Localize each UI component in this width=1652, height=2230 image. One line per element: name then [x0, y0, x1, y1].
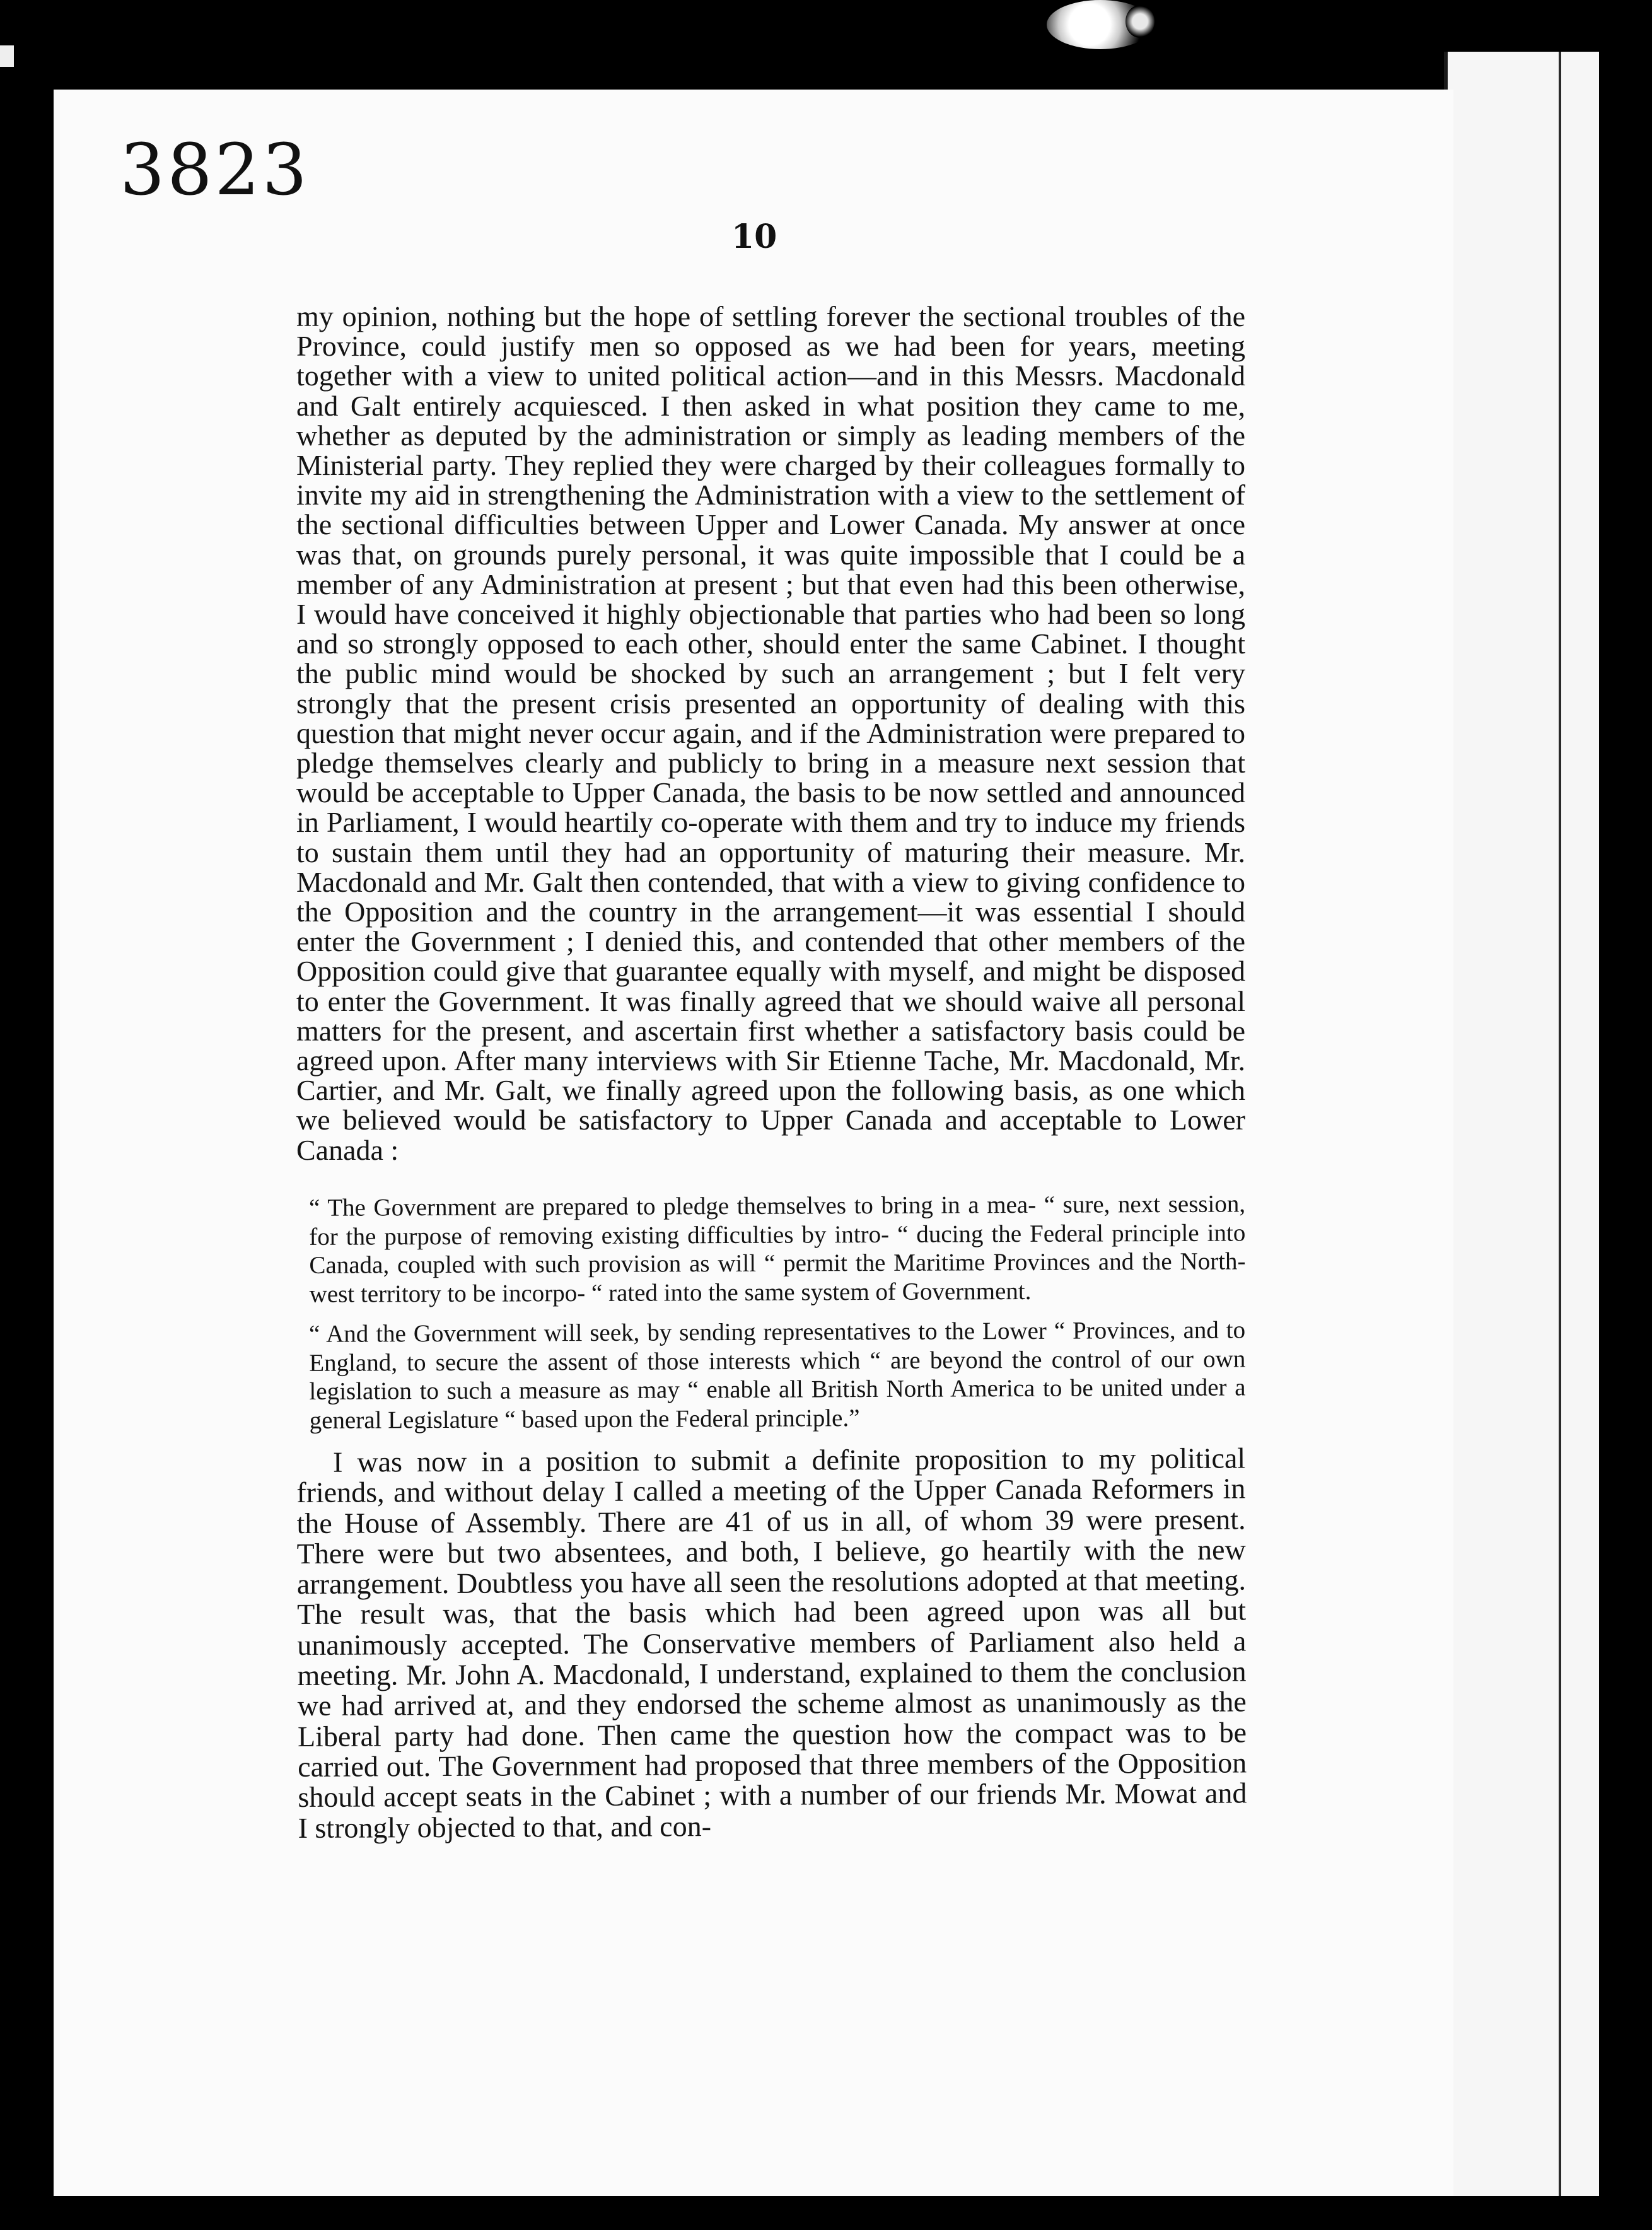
facing-page-edge: [1444, 52, 1599, 2196]
quote-government-pledge: “ The Government are prepared to pledge themselves to bring in a mea- “ sure, next session, for the purpose of removing existing difficulties by intro- “ ducing the Federal principle into Canada, coupled with such provision as will “ permit the Maritime Provinces and the North-west territory to be incorpo- “ rated into the same system of Government.: [309, 1190, 1246, 1308]
corner-mark: [0, 45, 14, 67]
body-text: [296, 272, 1245, 1872]
paragraph-opinion: my opinion, nothing but the hope of settling forever the sectional troubles of the Province, could justify men so opposed as we had been for years, meeting together with a view to united political action—and in this Messrs. Macdonald and Galt entirely acquiesced. I then asked in what position they came to me, whether as deputed by the administration or simply as leading members of the Ministerial party. They replied they were charged by their colleagues formally to invite my aid in strengthening the Administration with a view to the settlement of the sectional difficulties between Upper and Lower Canada. My answer at once was that, on grounds purely personal, it was quite impossible that I could be a member of any Administration at present ; but that even had this been otherwise, I would have conceived it highly objectionable that parties who had been so long and so strongly opposed to each other, should enter the same Cabinet. I thought the public mind would be shocked by such an arrangement ; but I felt very strongly that the present crisis presented an opportunity of dealing with this question that might never occur again, and if the Administration were prepared to pledge themselves clearly and publicly to bring in a measure next session that would be acceptable to Upper Canada, the basis to be now settled and announced in Parliament, I would heartily co-operate with them and try to induce my friends to sustain them until they had an opportunity of maturing their measure. Mr. Macdonald and Mr. Galt then contended, that with a view to giving confidence to the Opposition and the country in the arrangement—it was essential I should enter the Government ; I denied this, and contended that other members of the Opposition could give that guarantee equally with myself, and might be disposed to enter the Government. It was finally agreed that we should waive all personal matters for the present, and ascertain first whether a satisfactory basis could be agreed upon. After many interviews with Sir Etienne Tache, Mr. Macdonald, Mr. Cartier, and Mr. Galt, we finally agreed upon the following basis, as one which we believed would be satisfactory to Upper Canada and acceptable to Lower Canada :: [296, 300, 1245, 1166]
scanner-blot-small: [1126, 5, 1155, 38]
catalog-number: 3823: [120, 129, 310, 211]
page-number: 10: [731, 218, 777, 256]
quote-representatives: “ And the Government will seek, by sending representatives to the Lower “ Provinces, and to England, to secure the assent of those interests which “ are beyond the control of our own legislation to such a measure as may “ enable all British North America to be united under a general Legislature “ based upon the Federal principle.”: [309, 1316, 1246, 1434]
paragraph-proposition: I was now in a position to submit a definite proposition to my political friends, and without delay I called a meeting of the Upper Canada Reformers in the House of Assembly. There are 41 of us in all, of whom 39 were present. There were but two absentees, and both, I believe, go heartily with the new arrangement. Doubtless you have all seen the resolutions adopted at that meeting. The result was, that the basis which had been agreed upon was all but unanimously accepted. The Conservative members of Parliament also held a meeting. Mr. John A. Macdonald, I understand, explained to them the conclusion we had arrived at, and they endorsed the scheme almost as unanimously as the Liberal party had done. Then came the question how the compact was to be carried out. The Government had proposed that three members of the Opposition should accept seats in the Cabinet ; with a number of our friends Mr. Mowat and I strongly objected to that, and con-: [296, 1442, 1247, 1844]
facing-page-rule: [1559, 52, 1561, 2196]
